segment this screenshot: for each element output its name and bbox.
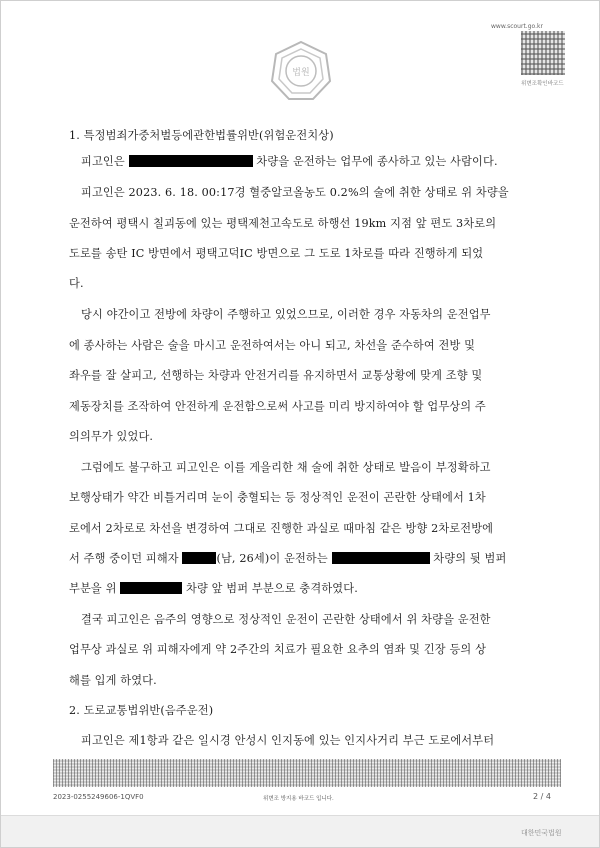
barcode-notice: 위변조 방지용 바코드 입니다. bbox=[263, 796, 334, 802]
redaction-bar bbox=[129, 155, 253, 167]
redaction-bar bbox=[182, 552, 216, 564]
page-number: 2 / 4 bbox=[533, 792, 551, 801]
body-line: 에 종사하는 사람은 술을 마시고 운전하여서는 아니 되고, 차선을 준수하여 전방 및 bbox=[69, 339, 476, 352]
body-line: 해를 입게 하였다. bbox=[69, 674, 157, 687]
body-line: 의의무가 있었다. bbox=[69, 430, 154, 443]
anti-forgery-barcode bbox=[53, 759, 561, 787]
court-url: www.scourt.go.kr bbox=[491, 23, 543, 30]
qr-label: 위변조확인바코드 bbox=[521, 81, 564, 87]
body-line: 운전하여 평택시 칠괴동에 있는 평택제천고속도로 하행선 19km 지점 앞 편도 3차로의 bbox=[69, 217, 497, 230]
body-line: 업무상 과실로 위 피해자에게 약 2주간의 치료가 필요한 요추의 염좌 및 긴장 등의 상 bbox=[69, 643, 487, 656]
body-line: 피고인은 차량을 운전하는 업무에 종사하고 있는 사람이다. bbox=[81, 155, 498, 168]
section-heading-1: 1. 특정범죄가중처벌등에관한법률위반(위험운전치상) bbox=[69, 129, 334, 142]
body-line: 피고인은 2023. 6. 18. 00:17경 혈중알코올농도 0.2%의 술에 취한 상태로 위 차량을 bbox=[81, 186, 509, 199]
redaction-bar bbox=[120, 582, 182, 594]
body-line: 다. bbox=[69, 277, 84, 290]
body-line: 제동장치를 조작하여 안전하게 운전함으로써 사고를 미리 방지하여야 할 업무상의 주 bbox=[69, 400, 486, 413]
court-seal-emblem bbox=[269, 39, 333, 103]
body-line: 결국 피고인은 음주의 영향으로 정상적인 운전이 곤란한 상태에서 위 차량을 운전한 bbox=[81, 613, 491, 626]
body-line: 도로를 송탄 IC 방면에서 평택고덕IC 방면으로 그 도로 1차로를 따라 진행하게 되었 bbox=[69, 247, 484, 260]
issuer-name: 대한민국법원 bbox=[521, 829, 562, 837]
document-id: 2023-0255249606-1QVF0 bbox=[53, 793, 144, 801]
body-line: 피고인은 제1항과 같은 일시경 안성시 인지동에 있는 인지사거리 부근 도로에서부터 bbox=[81, 734, 495, 747]
section-heading-2: 2. 도로교통법위반(음주운전) bbox=[69, 704, 214, 717]
body-line: 그럼에도 불구하고 피고인은 이를 게을리한 채 술에 취한 상태로 발음이 부정확하고 bbox=[81, 461, 491, 474]
svg-text:법원: 법원 bbox=[292, 68, 310, 78]
redaction-bar bbox=[332, 552, 430, 564]
body-line: 당시 야간이고 전방에 차량이 주행하고 있었으므로, 이러한 경우 자동차의 운전업무 bbox=[81, 308, 491, 321]
footer-strip bbox=[1, 815, 599, 848]
body-line: 로에서 2차로로 차선을 변경하여 그대로 진행한 과실로 때마침 같은 방향 2차로전방에 bbox=[69, 522, 494, 535]
body-line: 서 주행 중이던 피해자 (남, 26세)이 운전하는 차량의 뒷 범퍼 bbox=[69, 552, 507, 565]
verification-qr-code bbox=[521, 31, 565, 75]
body-line: 부분을 위 차량 앞 범퍼 부분으로 충격하였다. bbox=[69, 582, 358, 595]
body-line: 보행상태가 약간 비틀거리며 눈이 충혈되는 등 정상적인 운전이 곤란한 상태에서 1차 bbox=[69, 491, 486, 504]
body-line: 좌우를 잘 살피고, 선행하는 차량과 안전거리를 유지하면서 교통상황에 맞게 조향 및 bbox=[69, 369, 483, 382]
